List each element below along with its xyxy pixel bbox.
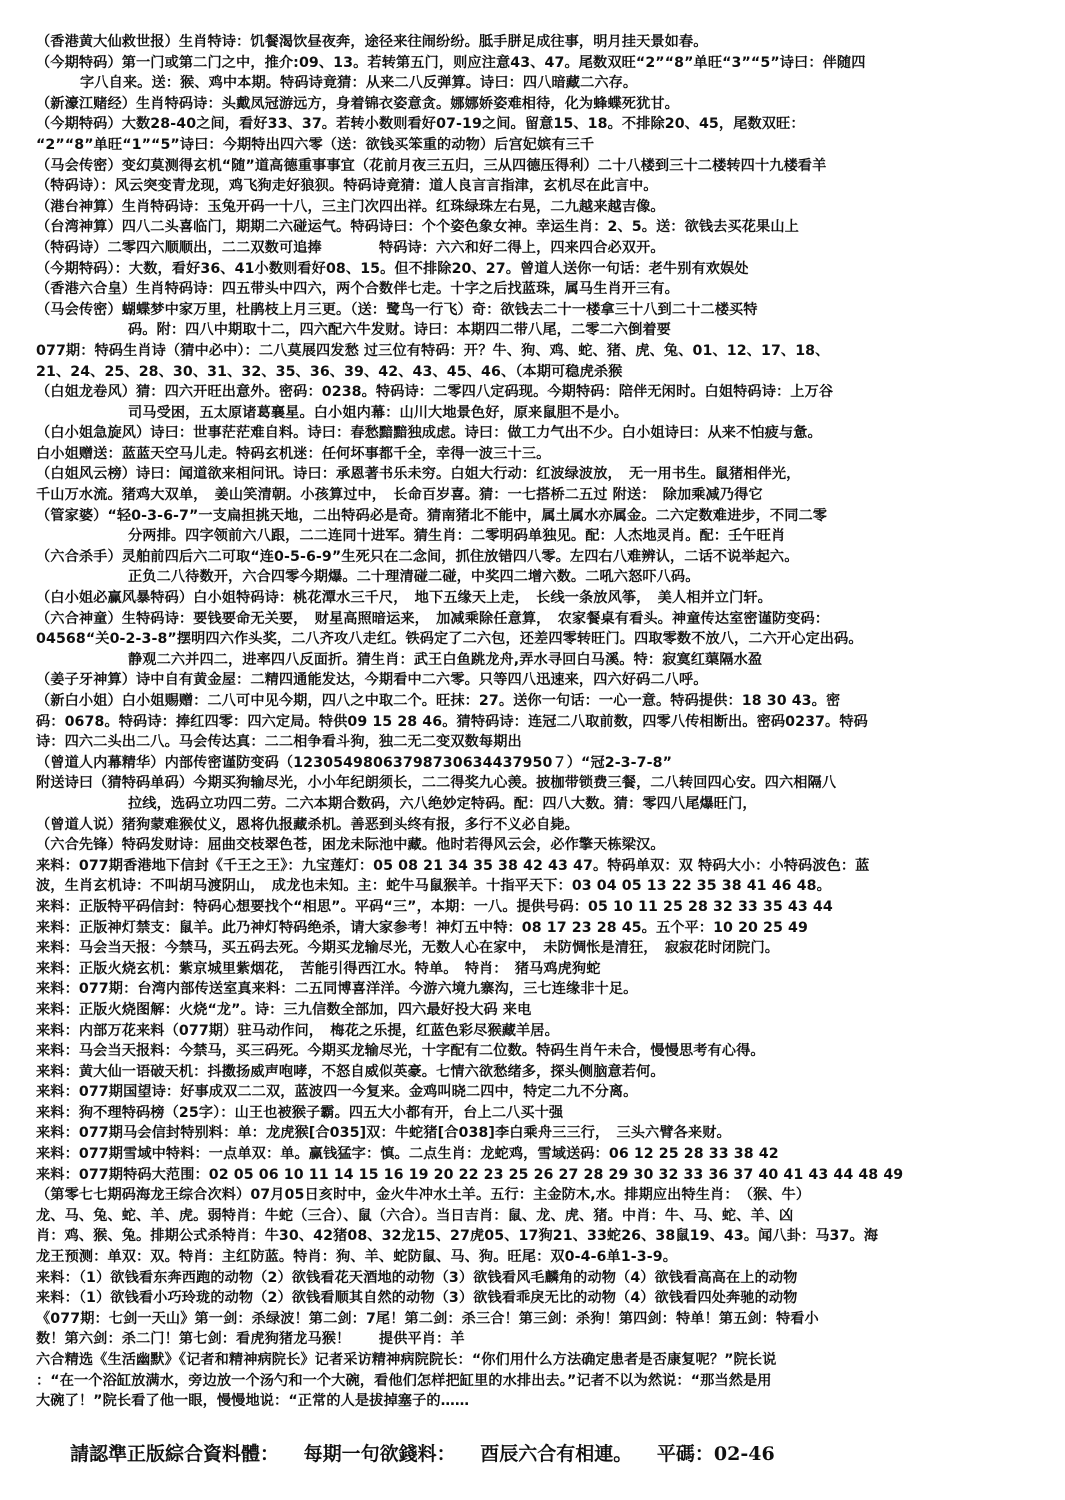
text-line: 码：0678。特码诗：捧红四零：四六定局。特供09 15 28 46。猜特码诗：连冠二八取前数，四零八传相断出。密码0237。特码: [36, 713, 868, 730]
text-line: 来料：狗不理特码榜（25字）：山王也被猴子霸。四五大小都有开，台上二八买十强: [36, 1104, 564, 1121]
text-line: （白小姐急旋风）诗曰：世事茫茫难自料。诗曰：春愁黯黯独成虑。诗曰：做工力气出不少。白小姐诗曰：从来不怕疲与惫。: [36, 425, 822, 442]
text-line: （管家婆）“轻0-3-6-7”一支扁担挑天地，二出特码必是奇。猜南猪北不能中，属土属水亦属金。二六定数难进步，不同二零: [36, 507, 828, 524]
text-line: 波，生肖玄机诗：不叫胡马渡阴山， 成龙也未知。主：蛇牛马鼠猴羊。十指平天下：03 04 05 13 22 35 38 41 46 48。: [36, 878, 831, 895]
text-line: 分两排。四字领前六八跟，二二连同十进军。猜生肖：二零明码单独见。配：人杰地灵肖。配：壬午旺肖: [128, 528, 786, 545]
text-line: 077期：特码生肖诗（猜中必中）：二八莫展四发愁 过三位有特码：开？牛、狗、鸡、蛇、猪、虎、兔、01、12、17、18、: [36, 342, 830, 359]
text-line: 数！第六剑：杀二门！第七剑：看虎狗猪龙马猴！ 提供平肖：羊: [36, 1331, 465, 1348]
text-line: （港台神算）生肖特码诗：玉兔开码一十八，三主门次四出祥。红珠绿珠左右晃，二九越来越吉像。: [36, 198, 665, 215]
text-line: 来料：077期雪域中特料：一点单双：单。赢钱猛字：慎。二点生肖：龙蛇鸡，雪域送码：06 12 25 28 33 38 42: [36, 1146, 779, 1163]
text-line: 来料：内部万花来料（077期）驻马动作问， 梅花之乐提，红蓝色彩尽猴藏羊居。: [36, 1022, 559, 1039]
text-line: 正负二八待数开，六合四零今期爆。二十理清碰二碰，中奖四二增六数。二吼六怒吓八码。: [128, 569, 700, 586]
text-line: （香港黄大仙救世报）生肖特诗：饥餐渴饮昼夜奔，途径来往闹纷纷。胝手胼足成往事，明月挂天景如春。: [36, 34, 708, 50]
text-line: 来料：（1）欲钱看小巧玲珑的动物（2）欲钱看顺其自然的动物（3）欲钱看乖戾无比的动物（4）欲钱看四处奔驰的动物: [36, 1290, 798, 1307]
text-line: 诗：四六二头出二八。马会传达真：二二相争看斗狗，独二无二变双数每期出: [36, 734, 522, 751]
text-line: 来料：马会当天报料：今禁马，买三码死。今期买龙输尽光，十字配有二位数。特码生肖午未合，慢慢思考有心得。: [36, 1043, 765, 1060]
text-line: （马会传密）蝴蝶梦中家万里，杜鹃枝上月三更。（送：鹭鸟一行飞）奇：欲钱去二十一楼拿三十八到二十二楼买特: [36, 301, 758, 318]
text-line: “2”“8”单旺“1”“5”诗曰：今期特出四六零（送：欲钱买笨重的动物）后宫妃嫔有三千: [36, 136, 595, 153]
text-line: （白姐龙卷风）猜：四六开旺出意外。密码：0238。特码诗：二零四八定码现。今期特码：陪伴无闲时。白姐特码诗：上万谷: [36, 384, 834, 401]
text-line: 来料：黄大仙一语破天机：抖擞扬威声咆哮，不怒自威似英豪。七情六欲愁绪多，探头侧脑意若何。: [36, 1063, 665, 1080]
text-line: 肖：鸡、猴、兔。排期公式杀特肖：牛30、42猪08、32龙15、27虎05、17狗21、33蛇26、38鼠19、43。闻八卦：马37。海: [36, 1228, 879, 1245]
text-line: 来料：正版火烧玄机：紫京城里紫烟花， 苦能引得西江水。特单。 特肖： 猪马鸡虎狗蛇: [36, 960, 601, 977]
text-line: 静观二六并四二，进率四八反面折。猜生肖：武王白鱼跳龙舟,弄水寻回白马溪。特：寂寞红蕖隔水盈: [128, 651, 763, 668]
text-line: 来料：077期香港地下信封《千王之王》：九宝莲灯：05 08 21 34 35 38 42 43 47。特码单双：双 特码大小：小特码波色：蓝: [36, 857, 870, 874]
text-line: （今期特码）：大数，看好36、41小数则看好08、15。但不排除20、27。曾道人送你一句话：老牛别有欢娱处: [36, 260, 749, 277]
text-line: 司马受困，五太原诸葛襄星。白小姐内幕：山川大地景色好，原来鼠胆不是小。: [128, 404, 629, 421]
text-line: （特码诗）：风云突变青龙现，鸡飞狗走好狼狈。特码诗竟猜：道人良言言指津，玄机尽在此言中。: [36, 178, 658, 195]
text-line: （白姐风云榜）诗曰：闻道欲来相问讯。诗曰：承恩著书乐未穷。白姐大行动：红波绿波放， 无一用书生。鼠猪相伴光，: [36, 466, 801, 483]
text-line: （马会传密）变幻莫测得玄机“随”道高德重事事宜（花前月夜三五归，三从四德压得利）二十八楼到三十二楼转四十九楼看羊: [36, 157, 827, 174]
text-line: 附送诗曰（猜特码单码）今期买狗输尽光，小小年纪朗须长，二二得奖九心羡。披枷带锁费三餐，二八转回四心安。四六相隔八: [36, 775, 837, 792]
text-line: 码。附：四八中期取十二，四六配六牛发财。诗曰：本期四二带八尾，二零二六倒着要: [128, 322, 671, 339]
text-line: 来料：正版特平码信封：特码心想要找个“相思”。平码“三”，本期：一八。提供号码：05 10 11 25 28 32 33 35 43 44: [36, 898, 833, 915]
text-line: 来料：正版火烧图解：火烧“龙”。诗：三九信数全部加，四六最好投大码 来电: [36, 1001, 532, 1018]
text-line: （新白小姐）白小姐赐赠：二八可中见今期，四八之中取二个。旺抹：27。送你一句话：一心一意。特码提供：18 30 43。密: [36, 693, 841, 709]
text-line: 龙王预测：单双：双。特肖：主红防蓝。特肖：狗、羊、蛇防鼠、马、狗。旺尾：双0-4-6单1-3-9。: [36, 1249, 677, 1266]
text-line: 来料：077期：台湾内部传送室真来料：二五同博喜洋洋。今游六境九寨沟，三七连缘非十足。: [36, 981, 638, 998]
text-line: （六合杀手）灵舶前四后六二可取“连0-5-6-9”生死只在二念间，抓住放错四八零。左四右八难辨认，二话不说举起六。: [36, 548, 799, 565]
text-line: 《077期：七剑一天山》第一剑：杀绿波！第二剑：7尾！第二剑：杀三合！第三剑：杀狗！第四剑：特单！第五剑：特看小: [36, 1310, 819, 1327]
text-line: （六合先锋）特码发财诗：屈曲交枝翠色苍，困龙未际池中藏。他时若得风云会，必作擎天栋梁汉。: [36, 837, 665, 854]
footer-riddle-answer: 酉辰六合有相連。: [480, 1443, 633, 1465]
text-line: 大碗了！”院长看了他一眼，慢慢地说：“正常的人是拔掉塞子的……: [36, 1393, 470, 1410]
text-line: （今期特码）第一门或第二门之中，推介:09、13。若转第五门，则应注意43、47。尾数双旺“2”“8”单旺“3”“5”诗曰：伴随四: [36, 54, 866, 71]
text-line: 字八自来。送：猴、鸡中本期。特码诗竟猜：从来二八反弹算。诗曰：四八暗藏二六存。: [80, 75, 638, 92]
text-line: （特码诗）二零四六顺顺出，二二双数可追捧 特码诗：六六和好二得上，四来四合必双开。: [36, 239, 665, 256]
text-line: 拉线，选码立功四二劳。二六本期合数码，六八绝妙定特码。配：四八大数。猜：零四八尾爆旺门，: [128, 795, 757, 812]
text-line: （六合神童）生特码诗：要钱要命无关要， 财星高照暗运来， 加减乘除任意算， 农家餐桌有看头。神童传达室密谨防变码：: [36, 610, 830, 627]
text-line: 04568“关0-2-3-8”摆明四六作头奖，二八齐攻八走红。铁码定了二六包，还差四零转旺门。四取零数不放八，二六开心定出码。: [36, 631, 863, 648]
text-line: （姜子牙神算）诗中自有黄金屋：二精四通能发达，今期看中二六零。只等四八迅速来，四六好码二八呼。: [36, 672, 708, 689]
text-line: 来料：马会当天报：今禁马，买五码去死。今期买龙输尽光，无数人心在家中， 未防惆怅是清狂， 寂寂花时闭院门。: [36, 940, 780, 957]
footer-line: [70, 1439, 793, 1466]
text-line: ：“在一个浴缸放满水，旁边放一个汤勺和一个大碗，看他们怎样把缸里的水排出去。”记者不以为然说：“那当然是用: [36, 1372, 772, 1389]
text-line: （今期特码）大数28-40之间，看好33、37。若转小数则看好07-19之间。留意15、18。不排除20、45，尾数双旺：: [36, 116, 805, 133]
text-line: 来料：077期马会信封特别料：单：龙虎猴[合035]双：牛蛇猪[合038]李白乘舟三三行， 三头六臂各来财。: [36, 1125, 731, 1142]
text-line: 六合精选《生活幽默》《记者和精神病院长》记者采访精神病院院长：“你们用什么方法确定患者是否康复呢？”院长说: [36, 1352, 777, 1368]
text-line: （曾道人说）猪狗蒙难猴仗义，恩将仇报藏杀机。善恶到头终有报，多行不义必自毙。: [36, 816, 579, 833]
text-line: （新濠江赌经）生肖特码诗：头戴凤冠游远方，身着锦衣姿意贪。娜娜娇姿难相待，化为蜂蝶死犹甘。: [36, 95, 679, 112]
text-line: （香港六合皇）生肖特码诗：四五带头中四六，两个合数伴七走。十字之后找蓝珠，属马生肖开三有。: [36, 281, 679, 298]
footer-notice: 請認準正版綜合資料體：: [70, 1443, 280, 1465]
footer-riddle-label: 每期一句欲錢料：: [303, 1443, 456, 1465]
text-lines: [36, 32, 1025, 1412]
text-line: （台湾神算）四八二头喜临门，期期二六碰运气。特码诗曰：个个姿色象女神。幸运生肖：2、5。送：欲钱去买花果山上: [36, 219, 799, 236]
text-line: 龙、马、兔、蛇、羊、虎。弱特肖：牛蛇（三合）、鼠（六合）。当日吉肖：鼠、龙、虎、猪。中肖：牛、马、蛇、羊、凶: [36, 1207, 794, 1224]
text-line: 白小姐赠送：蓝蓝天空马儿走。特码玄机迷：任何坏事都千全，幸得一波三十三。: [36, 445, 551, 462]
text-line: 来料：正版神灯禁支：鼠羊。此乃神灯特码绝杀，请大家参考！神灯五中特：08 17 23 28 45。五个平：10 20 25 49: [36, 919, 808, 936]
text-line: 千山万水流。猪鸡大双单， 姜山笑清朝。小孩算过中， 长命百岁喜。猜：一七搭桥二五过 附送： 除加乘减乃得它: [36, 487, 763, 504]
text-line: （第零七七期码海龙王综合次料）07月05日亥时中，金火牛冲水土羊。五行：主金防木,水。排期应出特生肖： （猴、牛）: [36, 1187, 811, 1204]
text-line: 来料：（1）欲钱看东奔西跑的动物（2）欲钱看花天酒地的动物（3）欲钱看风毛麟角的动物（4）欲钱看高高在上的动物: [36, 1269, 798, 1286]
text-line: （白小姐必赢风暴特码）白小姐特码诗：桃花潭水三千尺， 地下五缘天上走， 长线一条放风筝， 美人相并立门轩。: [36, 590, 772, 607]
text-line: 21、24、25、28、30、31、32、35、36、39、42、43、45、46、（本期可稳虎杀猴: [36, 363, 623, 380]
text-line: 来料：077期国望诗：好事成双二二双，蓝波四一今复来。金鸡叫晓二四中，特定二九不分离。: [36, 1084, 638, 1101]
text-line: 来料：077期特码大范围：02 05 06 10 11 14 15 16 19 20 22 23 25 26 27 28 29 30 32 33 36 37 40 41 43 44 48 49: [36, 1166, 904, 1183]
footer-flat-code: 平碼：02-46: [656, 1443, 775, 1465]
text-line: （曾道人内幕精华）内部传密谨防变码（12305498063798730634437950７）“冠2-3-7-8”: [36, 754, 673, 771]
